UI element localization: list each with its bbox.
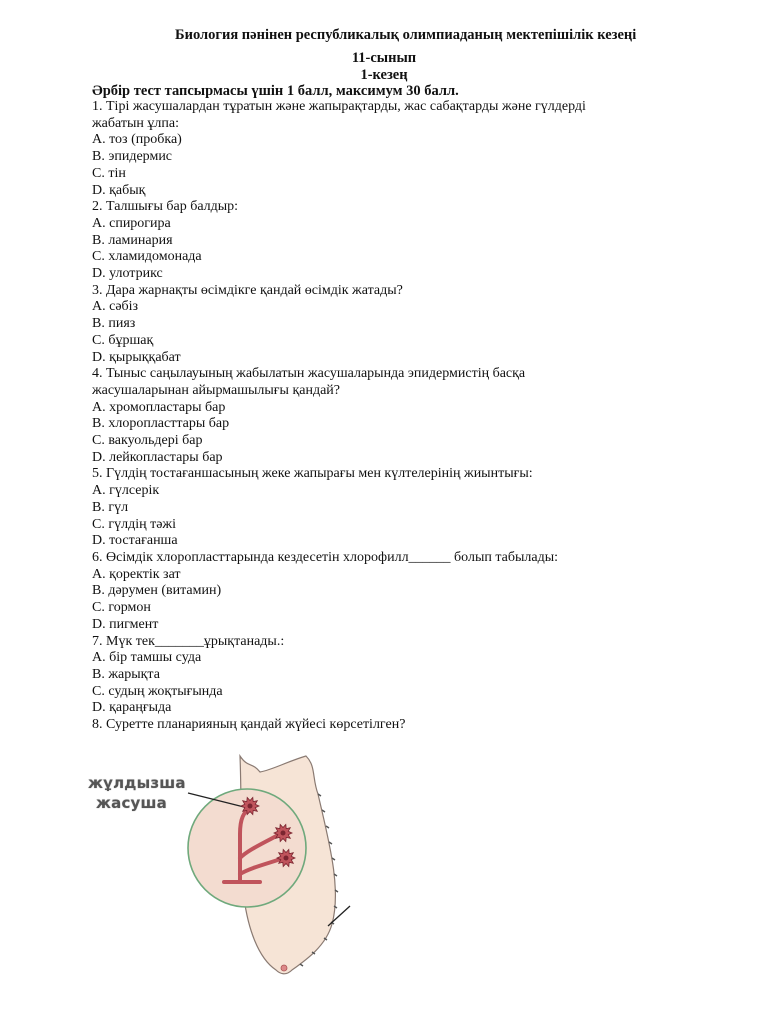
answer-option: D. тостағанша (92, 533, 178, 549)
stage-heading: 1-кезең (360, 67, 408, 83)
answer-option: B. эпидермис (92, 149, 173, 165)
answer-option: B. хлоропласттары бар (92, 416, 230, 432)
question-text: 3. Дара жарнақты өсімдікге қандай өсімдік жатады? (92, 282, 403, 298)
answer-option: C. бұршақ (92, 332, 154, 348)
planaria-figure (80, 748, 380, 988)
figure-label-line2: жасуша (96, 794, 167, 812)
tail-dot (281, 965, 287, 971)
answer-option: D. улотрикс (92, 266, 163, 282)
answer-option: B. пияз (92, 316, 136, 332)
question-6 (92, 550, 652, 634)
answer-option: A. хромопластары бар (92, 399, 226, 415)
question-7 (92, 634, 652, 718)
answer-option: A. сәбіз (92, 299, 139, 315)
scoring-intro: Әрбір тест тапсырмасы үшін 1 балл, максимум 30 балл. (92, 83, 459, 99)
question-text: 4. Тыныс саңылауының жабылатын жасушаларында эпидермистің басқа (92, 366, 526, 382)
question-text: 2. Талшығы бар балдыр: (92, 199, 239, 215)
document-title: Биология пәнінен республикалық олимпиаданың мектепішілік кезеңі (175, 27, 637, 43)
answer-option: D. лейкопластары бар (92, 449, 223, 465)
answer-option: B. дәрумен (витамин) (92, 583, 222, 599)
answer-option: C. гүлдің тәжі (92, 516, 176, 532)
answer-option: B. жарықта (92, 666, 160, 682)
question-2 (92, 199, 652, 283)
answer-option: C. вакуольдері бар (92, 433, 203, 449)
answer-option: A. бір тамшы суда (92, 650, 202, 666)
answer-option: B. гүл (92, 499, 129, 515)
answer-option: D. қабық (92, 182, 146, 198)
question-text: 6. Өсімдік хлоропласттарында кездесетін хлорофилл______ болып табылады: (92, 549, 559, 565)
question-5 (92, 466, 652, 550)
question-text: 8. Суретте планарияның қандай жүйесі көрсетілген? (92, 717, 406, 733)
question-text: жабатын ұлпа: (92, 115, 179, 131)
answer-option: D. қырыққабат (92, 349, 181, 365)
question-1 (92, 99, 652, 199)
answer-option: C. судың жоқтығында (92, 683, 223, 699)
answer-option: B. ламинария (92, 232, 173, 248)
answer-option: C. тін (92, 165, 126, 181)
answer-option: D. пигмент (92, 616, 159, 632)
question-text: 5. Гүлдің тостағаншасының жеке жапырағы мен күлтелерінің жиынтығы: (92, 466, 533, 482)
answer-option: A. спирогира (92, 215, 171, 231)
figure-label-line1: жұлдызша (88, 774, 186, 792)
question-text: жасушаларынан айырмашылығы қандай? (92, 382, 340, 398)
answer-option: A. қоректік зат (92, 566, 181, 582)
question-3 (92, 283, 652, 367)
answer-option: A. тоз (пробка) (92, 132, 182, 148)
grade-heading: 11-сынып (351, 50, 417, 66)
question-list (92, 99, 652, 734)
question-4 (92, 366, 652, 466)
answer-option: D. қараңғыда (92, 700, 172, 716)
question-text: 7. Мүк тек_______ұрықтанады.: (92, 633, 285, 649)
question-8 (92, 717, 652, 734)
answer-option: A. гүлсерік (92, 483, 160, 499)
answer-option: C. гормон (92, 600, 151, 616)
question-text: 1. Тірі жасушалардан тұратын және жапырақтарды, жас сабақтарды және гүлдерді (92, 99, 586, 114)
answer-option: C. хламидомонада (92, 249, 202, 265)
